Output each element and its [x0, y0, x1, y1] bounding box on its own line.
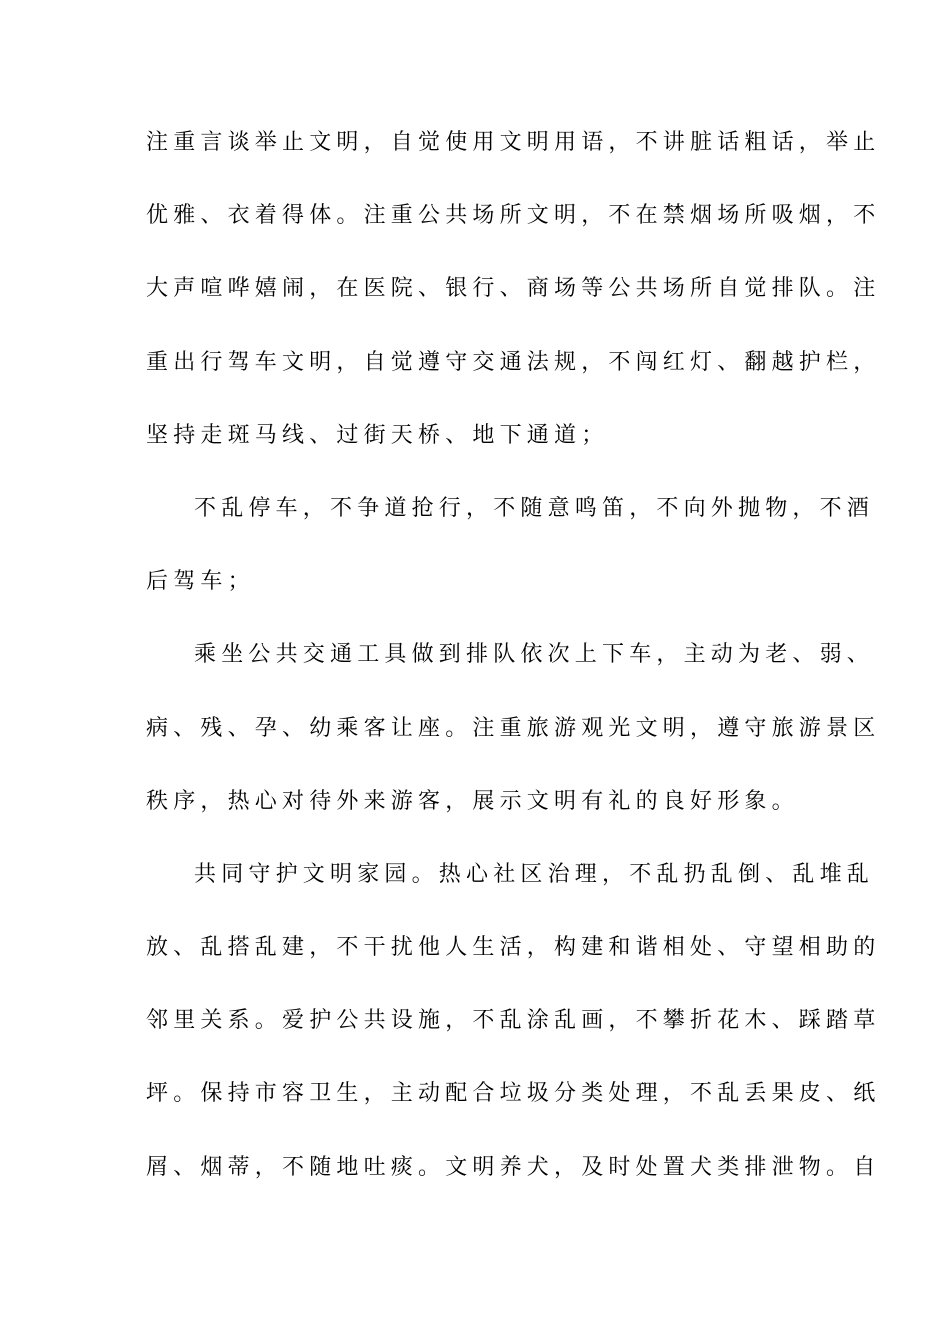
- document-body: [146, 130, 881, 1229]
- text-line: 病、残、孕、幼乘客让座。注重旅游观光文明，遵守旅游景区: [146, 715, 881, 741]
- paragraph-start-line: 乘坐公共交通工具做到排队依次上下车，主动为老、弱、: [194, 642, 875, 668]
- paragraph-start-line: 共同守护文明家园。热心社区治理，不乱扔乱倒、乱堆乱: [194, 861, 875, 887]
- text-line: 优雅、衣着得体。注重公共场所文明，不在禁烟场所吸烟，不: [146, 203, 881, 229]
- text-line: 屑、烟蒂，不随地吐痰。文明养犬，及时处置犬类排泄物。自: [146, 1154, 881, 1180]
- text-line: 重出行驾车文明，自觉遵守交通法规，不闯红灯、翻越护栏，: [146, 349, 881, 375]
- text-line: 秩序，热心对待外来游客，展示文明有礼的良好形象。: [146, 788, 799, 814]
- text-line: 放、乱搭乱建，不干扰他人生活，构建和谐相处、守望相助的: [146, 935, 881, 961]
- paragraph-start-line: 不乱停车，不争道抢行，不随意鸣笛，不向外抛物，不酒: [194, 495, 875, 521]
- text-line: 后驾车；: [146, 569, 255, 595]
- text-line: 坪。保持市容卫生，主动配合垃圾分类处理，不乱丢果皮、纸: [146, 1081, 881, 1107]
- text-line: 邻里关系。爱护公共设施，不乱涂乱画，不攀折花木、踩踏草: [146, 1008, 881, 1034]
- text-line: 注重言谈举止文明，自觉使用文明用语，不讲脏话粗话，举止: [146, 130, 881, 155]
- text-line: 坚持走斑马线、过街天桥、地下通道；: [146, 422, 609, 448]
- text-line: 大声喧哗嬉闹，在医院、银行、商场等公共场所自觉排队。注: [146, 276, 881, 302]
